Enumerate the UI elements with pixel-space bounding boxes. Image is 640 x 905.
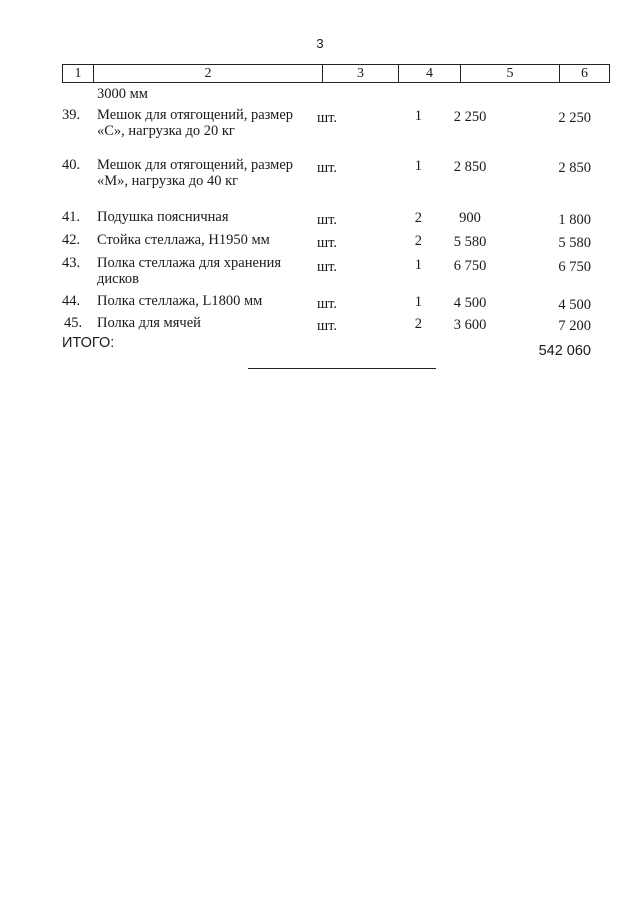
continuation-row [0, 83, 640, 105]
item-name: Полка стеллажа, L1800 мм [97, 293, 263, 309]
page-number: 3 [316, 36, 324, 51]
item-price: 2 850 [453, 159, 487, 175]
item-name: Мешок для отягощений, размер «М», нагрузка до 40 кг [97, 157, 294, 189]
row-number: 41. [62, 209, 81, 225]
column-header: 1 [63, 65, 94, 82]
table-row [0, 209, 640, 232]
item-unit: шт. [317, 160, 338, 176]
item-name: Мешок для отягощений, размер «С», нагрузка до 20 кг [97, 107, 294, 139]
column-header: 2 [94, 65, 323, 82]
row-number: 42. [62, 232, 81, 248]
table-row [0, 293, 640, 315]
item-price: 900 [459, 210, 481, 226]
item-price: 4 500 [453, 295, 487, 311]
table-header [62, 64, 610, 83]
item-sum: 4 500 [558, 297, 591, 313]
table-row [0, 105, 640, 157]
closing-divider [248, 368, 436, 369]
item-name: Полка для мячей [97, 315, 201, 331]
item-name: Стойка стеллажа, Н1950 мм [97, 232, 270, 248]
table-row [0, 232, 640, 255]
item-sum: 2 250 [558, 110, 591, 126]
item-unit: шт. [317, 318, 338, 334]
item-unit: шт. [317, 259, 338, 275]
table-row [0, 157, 640, 209]
item-price: 6 750 [453, 258, 487, 274]
table-row [0, 255, 640, 293]
item-sum: 1 800 [558, 212, 591, 228]
item-quantity: 1 [414, 108, 422, 124]
item-quantity: 1 [414, 257, 422, 273]
item-price: 2 250 [453, 109, 487, 125]
item-quantity: 2 [414, 316, 422, 332]
item-unit: шт. [317, 296, 338, 312]
column-header: 5 [461, 65, 560, 82]
item-sum: 2 850 [558, 160, 591, 176]
item-name: Подушка поясничная [97, 209, 229, 225]
row-number: 43. [62, 255, 81, 271]
item-name: Полка стеллажа для хранения дисков [97, 255, 282, 287]
total-value: 542 060 [538, 343, 591, 359]
row-number: 44. [62, 293, 81, 309]
item-price: 3 600 [453, 317, 487, 333]
item-quantity: 1 [414, 294, 422, 310]
column-header: 6 [581, 66, 588, 81]
row-number: 45. [64, 315, 83, 331]
column-header: 4 [399, 65, 461, 82]
table-body [0, 83, 640, 339]
column-header: 3 [323, 65, 399, 82]
continuation-text: 3000 мм [97, 86, 148, 102]
row-number: 40. [62, 157, 81, 173]
item-quantity: 1 [414, 158, 422, 174]
total-label: ИТОГО: [62, 335, 115, 351]
item-sum: 5 580 [558, 235, 591, 251]
item-quantity: 2 [414, 210, 422, 226]
item-unit: шт. [317, 110, 338, 126]
row-number: 39. [62, 107, 81, 123]
item-price: 5 580 [453, 234, 487, 250]
item-unit: шт. [317, 212, 338, 228]
item-quantity: 2 [414, 233, 422, 249]
item-sum: 6 750 [558, 259, 591, 275]
item-unit: шт. [317, 235, 338, 251]
item-sum: 7 200 [558, 318, 591, 334]
